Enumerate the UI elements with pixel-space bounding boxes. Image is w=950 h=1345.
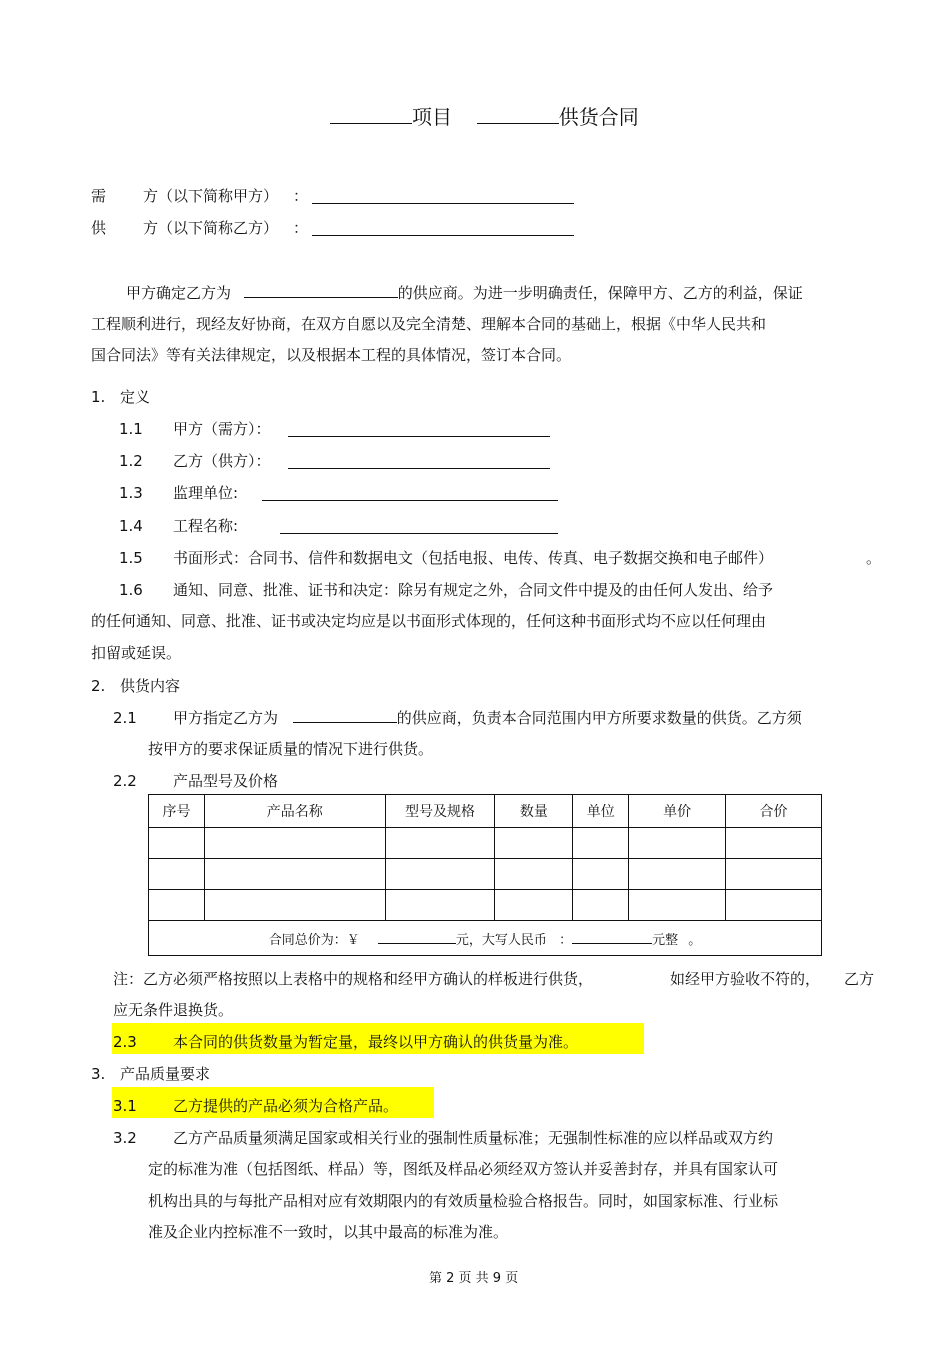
product-price-table xyxy=(148,794,822,956)
title-project: 项目 xyxy=(412,105,452,129)
item-1-1-blank xyxy=(288,422,550,437)
total-amount-blank[interactable] xyxy=(378,931,456,944)
item-3-2-num: 3.2 xyxy=(113,1129,137,1147)
item-2-1-text-b: 的供应商，负责本合同范围内甲方所要求数量的供货。乙方须 xyxy=(396,709,802,727)
intro-text-a: 甲方确定乙方为 xyxy=(126,284,232,302)
item-1-6-label: 通知、同意、批准、证书和决定：除另有规定之外，合同文件中提及的由任何人发出、给予 xyxy=(173,581,774,599)
table-cell[interactable] xyxy=(204,859,385,890)
item-1-2-label: 乙方（供方）： xyxy=(173,452,271,470)
item-1-4-num: 1.4 xyxy=(119,517,143,535)
item-3-1-text: 乙方提供的产品必须为合格产品。 xyxy=(173,1097,399,1115)
table-cell[interactable] xyxy=(726,859,822,890)
table-cell[interactable] xyxy=(726,828,822,859)
table-cell[interactable] xyxy=(204,890,385,921)
item-1-1-label: 甲方（需方）： xyxy=(173,420,271,438)
item-2-2-label: 产品型号及价格 xyxy=(173,772,279,790)
item-3-2-line-1: 乙方产品质量须满足国家或相关行业的强制性质量标准；无强制性标准的应以样品或双方约 xyxy=(173,1129,774,1147)
table-cell[interactable] xyxy=(726,890,822,921)
total-end: 。 xyxy=(688,932,702,948)
total-rmb-label: 元，大写人民币 xyxy=(455,932,547,948)
item-2-1-supplier-blank xyxy=(293,708,397,723)
section2-num: 2. xyxy=(91,677,106,695)
table-header-row xyxy=(149,795,822,828)
intro-line-3: 国合同法》等有关法律规定，以及根据本工程的具体情况，签订本合同。 xyxy=(91,346,572,364)
table-cell[interactable] xyxy=(573,828,629,859)
intro-line-2: 工程顺利进行，现经友好协商，在双方自愿以及完全清楚、理解本合同的基础上，根据《中华人民共和 xyxy=(91,315,767,333)
item-2-1-text-a: 甲方指定乙方为 xyxy=(173,709,279,727)
table-row xyxy=(149,828,822,859)
table-cell[interactable] xyxy=(495,890,573,921)
party-buyer-blank xyxy=(312,189,574,204)
table-total-row xyxy=(149,921,822,956)
header-unit: 单位 xyxy=(573,795,629,828)
party-supplier-char: 供 xyxy=(91,219,107,237)
table-cell[interactable] xyxy=(495,828,573,859)
table-cell[interactable] xyxy=(629,890,726,921)
item-2-1-num: 2.1 xyxy=(113,709,137,727)
header-seq: 序号 xyxy=(149,795,205,828)
item-1-3-blank xyxy=(262,486,558,501)
item-2-1-line-2: 按甲方的要求保证质量的情况下进行供货。 xyxy=(148,740,434,758)
table-cell[interactable] xyxy=(149,859,205,890)
item-2-3-text: 本合同的供货数量为暂定量，最终以甲方确认的供货量为准。 xyxy=(173,1033,579,1051)
table-cell[interactable] xyxy=(385,859,495,890)
item-1-5-label: 书面形式：合同书、信件和数据电文（包括电报、电传、传真、电子数据交换和电子邮件） xyxy=(173,549,774,567)
party-buyer-label xyxy=(143,186,278,206)
total-colon: ： xyxy=(559,932,573,948)
item-1-2-num: 1.2 xyxy=(119,452,143,470)
note-line-1-c: 乙方 xyxy=(844,970,875,988)
item-2-1-line-1 xyxy=(173,708,802,728)
item-1-6-line-2: 的任何通知、同意、批准、证书或决定均应是以书面形式体现的，任何这种书面形式均不应以任何理由 xyxy=(91,612,767,630)
section1-title: 定义 xyxy=(120,388,151,406)
contract-title xyxy=(330,104,639,130)
section2-title: 供货内容 xyxy=(120,677,181,695)
table-cell[interactable] xyxy=(573,890,629,921)
table-total-cell xyxy=(149,921,822,956)
item-2-2-num: 2.2 xyxy=(113,772,137,790)
header-total-price: 合价 xyxy=(726,795,822,828)
item-1-4-blank xyxy=(280,519,558,534)
header-quantity: 数量 xyxy=(495,795,573,828)
party-supplier-desc: 方（以下简称乙方） xyxy=(143,219,279,237)
contract-name-blank xyxy=(477,109,559,124)
section3-num: 3. xyxy=(91,1065,106,1083)
item-1-6-num: 1.6 xyxy=(119,581,143,599)
party-buyer-colon: ： xyxy=(293,187,309,205)
table-cell[interactable] xyxy=(629,828,726,859)
table-cell[interactable] xyxy=(385,890,495,921)
item-1-5-num: 1.5 xyxy=(119,549,143,567)
table-row xyxy=(149,890,822,921)
table-cell[interactable] xyxy=(629,859,726,890)
item-3-2-line-2: 定的标准为准（包括图纸、样品）等，图纸及样品必须经双方签认并妥善封存，并具有国家认可 xyxy=(148,1160,779,1178)
section3-title: 产品质量要求 xyxy=(120,1065,211,1083)
page-number: 第 2 页 共 9 页 xyxy=(429,1271,519,1286)
table-cell[interactable] xyxy=(204,828,385,859)
intro-line-1 xyxy=(126,283,803,303)
header-model-spec: 型号及规格 xyxy=(385,795,495,828)
party-buyer-desc: 方（以下简称甲方） xyxy=(143,187,279,205)
item-1-4-label: 工程名称: xyxy=(173,517,239,535)
item-1-6-line-3: 扣留或延误。 xyxy=(91,644,182,662)
header-product-name: 产品名称 xyxy=(204,795,385,828)
section1-num: 1. xyxy=(91,388,106,406)
title-contract: 供货合同 xyxy=(558,105,639,129)
note-line-1-b: 如经甲方验收不符的， xyxy=(670,970,821,988)
item-3-1-num: 3.1 xyxy=(113,1097,137,1115)
table-cell[interactable] xyxy=(573,859,629,890)
intro-supplier-blank xyxy=(244,283,398,298)
table-cell[interactable] xyxy=(149,890,205,921)
note-line-1-a: 注：乙方必须严格按照以上表格中的规格和经甲方确认的样板进行供货， xyxy=(113,970,594,988)
note-line-2: 应无条件退换货。 xyxy=(113,1001,234,1019)
total-yuan-label: 元整 xyxy=(652,932,679,948)
party-supplier xyxy=(91,218,106,238)
item-2-3-num: 2.3 xyxy=(113,1033,137,1051)
item-3-2-line-4: 准及企业内控标准不一致时，以其中最高的标准为准。 xyxy=(148,1223,509,1241)
intro-text-b: 的供应商。为进一步明确责任，保障甲方、乙方的利益，保证 xyxy=(397,284,803,302)
table-cell[interactable] xyxy=(149,828,205,859)
party-supplier-colon: ： xyxy=(293,219,309,237)
project-name-blank xyxy=(330,109,412,124)
party-supplier-blank xyxy=(312,221,574,236)
item-1-1-num: 1.1 xyxy=(119,420,143,438)
item-1-2-blank xyxy=(288,454,550,469)
table-row xyxy=(149,859,822,890)
item-1-3-label: 监理单位: xyxy=(173,484,239,502)
item-1-5-end: 。 xyxy=(866,549,882,567)
item-3-2-line-3: 机构出具的与每批产品相对应有效期限内的有效质量检验合格报告。同时，如国家标准、行业标 xyxy=(148,1192,779,1210)
party-supplier-label xyxy=(143,218,278,238)
total-label: 合同总价为：￥ xyxy=(268,932,360,948)
item-1-3-num: 1.3 xyxy=(119,484,143,502)
party-buyer-char: 需 xyxy=(91,187,107,205)
total-capital-blank[interactable] xyxy=(572,931,652,944)
table-cell[interactable] xyxy=(495,859,573,890)
table-cell[interactable] xyxy=(385,828,495,859)
header-unit-price: 单价 xyxy=(629,795,726,828)
party-buyer xyxy=(91,186,106,206)
